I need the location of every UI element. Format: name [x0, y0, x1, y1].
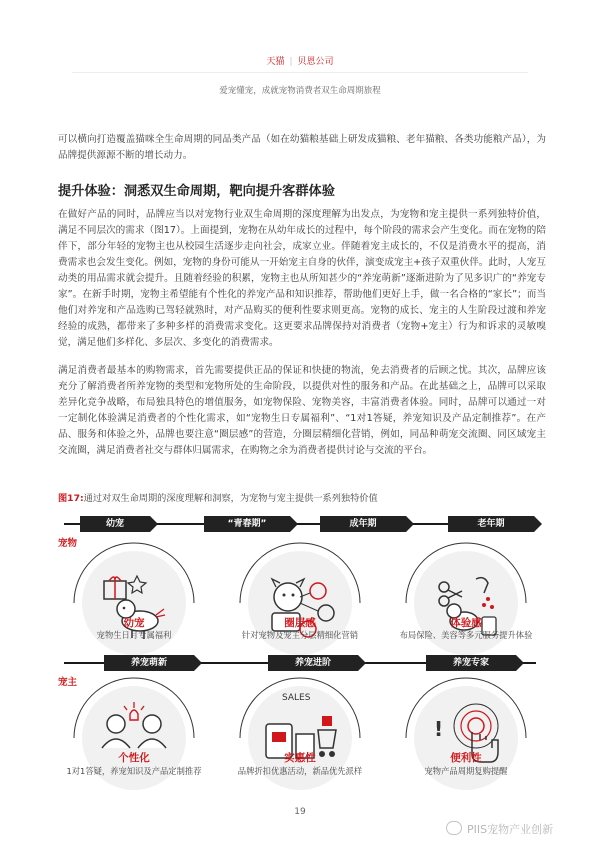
header-divider: [72, 72, 528, 73]
owner-arc-2: [222, 660, 378, 816]
watermark: [446, 821, 553, 837]
owner-value-desc: 品牌折扣优惠活动，新品优先派样: [237, 766, 363, 776]
pet-value-desc: 宠物生日月专属福利: [96, 630, 172, 640]
sales-sign: SALES: [282, 693, 311, 703]
pet-value-title: 体验感: [450, 617, 482, 629]
stage-pill: 幼宠: [80, 516, 150, 532]
wechat-icon: [446, 821, 462, 835]
stage-pill: 养宠专家: [426, 655, 516, 671]
owner-value-desc: 宠物产品周期复购提醒: [424, 766, 508, 776]
stage-pill: 养宠进阶: [268, 655, 358, 671]
stage-pill: “青春期”: [204, 516, 290, 532]
stage-pill: 成年期: [320, 516, 406, 532]
owner-arc-1: [56, 660, 212, 816]
body-paragraph-2: 满足消费者最基本的购物需求，首先需要提供正品的保证和快捷的物流，免去消费者的后顾之忧。其次，品牌应该充分了解消费者所养宠物的类型和宠物所处的生命阶段，以提供对性的服务和产品。在此基础之上，品牌可以采取差异化竞争战略，布局独具特色的增值服务，如宠物保险、宠物美容，丰富消费者体验。同时，品牌可以通过一对一定制化体验满足消费者的个性化需求，如“宠物生日专属福利”、“1对1答疑，养宠知识及产品定制推荐”。在产品、服务和体验之外，品牌也要注意“圈层感”的营造，分圈层精细化营销，例如，同品种萌宠交流圈、同区域宠主交流圈，满足消费者社交与群体归属需求，在购物之余为消费者提供讨论与交流的平台。: [58, 365, 546, 456]
stage-pill: 老年期: [448, 516, 534, 532]
intro-paragraph: 可以横向打造覆盖猫咪全生命周期的同品类产品（如在幼猫粮基础上研发成猫粮、老年猫粮、各类功能粮产品），为品牌提供源源不断的增长动力。: [58, 134, 546, 161]
pet-value-desc: 针对宠物及宠主分层精细化营销: [241, 630, 359, 640]
page-header: [0, 54, 600, 67]
pet-value-title: 幼宠: [123, 617, 145, 629]
pet-value-title: 圈层感: [284, 617, 316, 629]
figure-label: 图17:: [58, 493, 84, 504]
owner-arc-3: [388, 660, 544, 816]
report-subtitle: 爱宠懂宠，成就宠物消费者双生命周期旅程: [219, 86, 381, 96]
owner-value-desc: 1对1答疑，养宠知识及产品定制推荐: [66, 766, 202, 776]
owner-value-title: 便利性: [450, 752, 482, 764]
page-number: 19: [294, 807, 306, 817]
brand-bain: 贝恩公司: [297, 57, 334, 67]
pet-value-desc: 布局保险、美容等多元服务提升体验: [399, 630, 533, 640]
figure-caption: [58, 490, 378, 504]
section-heading: 提升体验：洞悉双生命周期，靶向提升客群体验: [58, 184, 335, 199]
svg-text:!: !: [434, 717, 444, 741]
header-separator: |: [289, 57, 293, 67]
body-paragraph-1: 在做好产品的同时，品牌应当以对宠物行业双生命周期的深度理解为出发点，为宠物和宠主提供一系列独特价值，满足不同层次的需求（图17）。上面提到，宠物在从幼年成长的过程中，每个阶段的需求会产生变化。而在宠物的陪伴下，部分年轻的宠物主也从校园生活逐步走向社会，成家立业。伴随着宠主成长的，不仅是消费水平的提高，消费需求也会发生变化。例如，宠物的身份可能从一开始宠主自身的伙伴，演变成宠主+孩子双重伙伴。此时，人宠互动类的用品需求就会提升。且随着经验的积累，宠物主也从所知甚少的“养宠萌新”逐渐进阶为了见多识广的“养宠专家”。在新手时期，宠物主希望能有个性化的养宠产品和知识推荐，帮助他们更好上手，做一名合格的“家长”；而当他们对养宠和产品选购已驾轻就熟时，对产品购买的便利性要求则更高。宠物的成长、宠主的人生阶段过渡和养宠经验的成熟，都带来了多种多样的消费需求变化。这更要求品牌保持对消费者（宠物+宠主）行为和诉求的灵敏嗅觉，满足他们多样化、多层次、多变化的消费需求。: [58, 209, 546, 348]
owner-value-title: 个性化: [118, 752, 150, 764]
pet-row-label: 宠物: [58, 538, 78, 549]
stage-pill: 养宠萌新: [104, 655, 194, 671]
owner-value-title: 实惠性: [284, 752, 316, 764]
figure-caption-text: 通过对双生命周期的深度理解和洞察，为宠物与宠主提供一系列独特价值: [83, 493, 378, 504]
brand-tmall: 天猫: [266, 57, 285, 67]
owner-row-label: 宠主: [58, 677, 78, 688]
watermark-text: PIIS宠物产业创新: [467, 823, 554, 836]
